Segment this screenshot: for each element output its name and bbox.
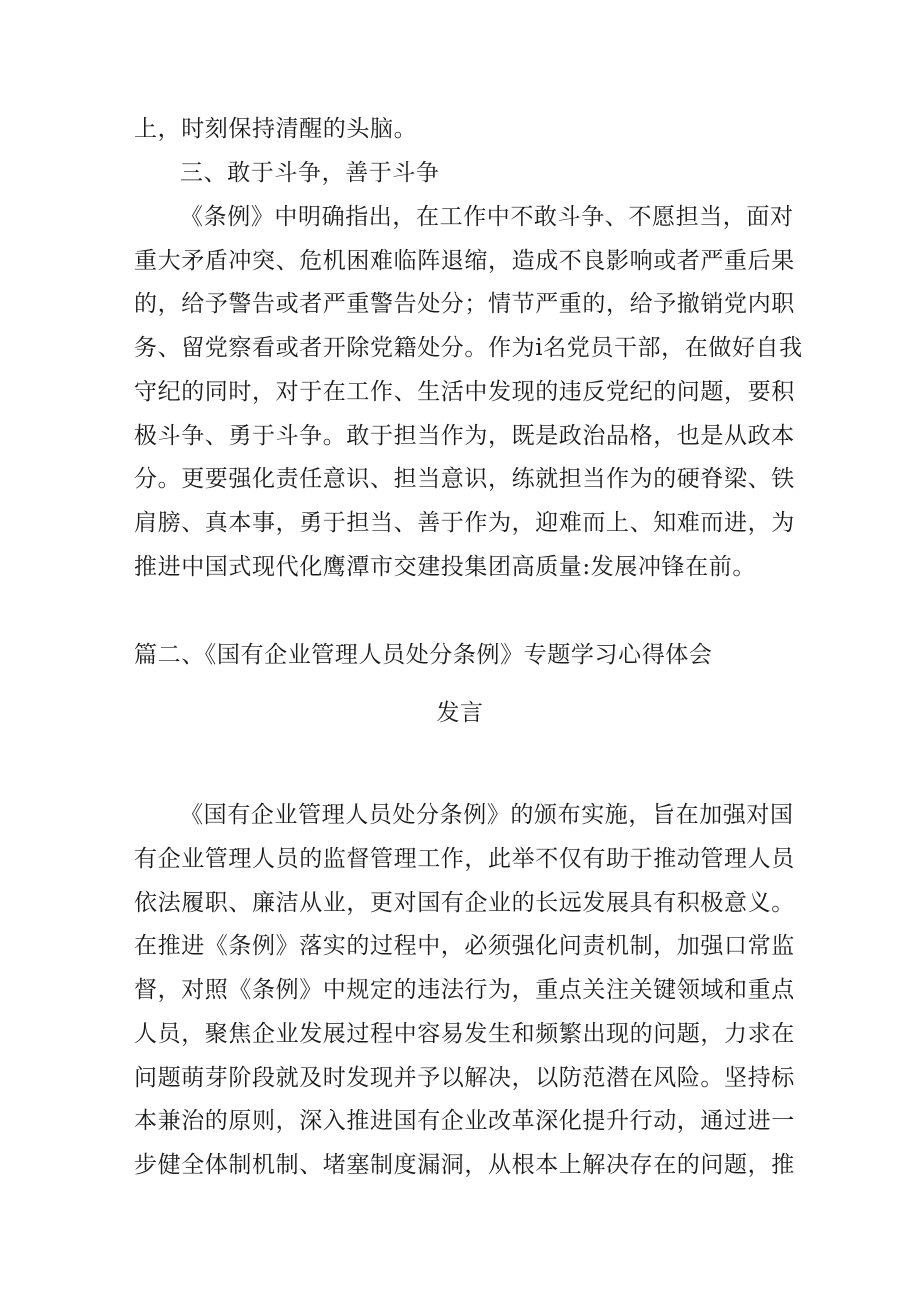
paragraph-line: 极斗争、勇于斗争。敢于担当作为，既是政治品格，也是从政本 [134,423,795,449]
paragraph-line: 重大矛盾冲突、危机困难临阵退缩，造成不良影响或者严重后果 [134,248,795,274]
paragraph-line: 的，给予警告或者严重警告处分；情节严重的，给予撤销党内职 [134,291,795,317]
paragraph-line: 问题萌芽阶段就及时发现并予以解决，以防范潜在风险。坚持标 [134,1065,795,1091]
paragraph-line: 《国有企业管理人员处分条例》的颁布实施，旨在加强对国 [180,802,794,828]
paragraph-line: 有企业管理人员的监督管理工作，此举不仅有助于推动管理人员 [134,846,795,872]
paragraph-line: 务、留党察看或者开除党籍处分。作为i名党员干部，在做好自我 [134,335,803,361]
section-heading: 三、敢于斗争，善于斗争 [180,160,440,186]
paragraph-line: 分。更要强化责任意识、担当意识，练就担当作为的硬脊梁、铁 [134,466,795,492]
paragraph-line: 推进中国式现代化鹰潭市交建投集团高质量:发展冲锋在前。 [134,554,756,580]
article-subtitle: 发言 [436,700,484,726]
paragraph-line: 在推进《条例》落实的过程中，必须强化问责机制，加强口常监 [134,933,795,959]
paragraph-line: 步健全体制机制、堵塞制度漏洞，从根本上解决存在的问题，推 [134,1152,795,1178]
paragraph-line: 肩膀、真本事，勇于担当、善于作为，迎难而上、知难而进，为 [134,510,795,536]
article-title: 篇二、《国有企业管理人员处分条例》专题学习心得体会 [134,642,713,668]
paragraph-line: 本兼治的原则，深入推进国有企业改革深化提升行动，通过进一 [134,1108,795,1134]
paragraph-line: 守纪的同时，对于在工作、生活中发现的违反党纪的问题，要积 [134,379,795,405]
text-line-continuation: 上，时刻保持清醒的头脑。 [134,116,418,142]
paragraph-line: 《条例》中明确指出，在工作中不敢斗争、不愿担当，面对 [180,204,794,230]
paragraph-line: 依法履职、廉洁从业，更对国有企业的长远发展具有积极意义。 [134,890,795,916]
paragraph-line: 人员，聚焦企业发展过程中容易发生和频繁出现的问题，力求在 [134,1021,795,1047]
paragraph-line: 督，对照《条例》中规定的违法行为，重点关注关键领域和重点 [134,977,795,1003]
